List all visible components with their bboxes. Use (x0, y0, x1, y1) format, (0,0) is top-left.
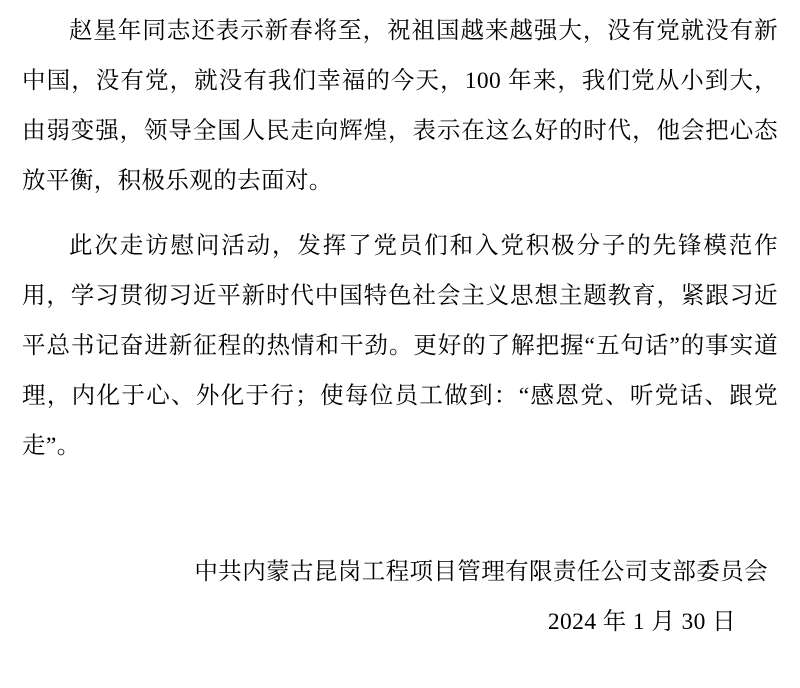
signature-block (22, 547, 778, 647)
signature-organization: 中共内蒙古昆岗工程项目管理有限责任公司支部委员会 (194, 559, 768, 585)
paragraph-1: 赵星年同志还表示新春将至，祝祖国越来越强大，没有党就没有新中国，没有党，就没有我们幸福的今天，100 年来，我们党从小到大，由弱变强，领导全国人民走向辉煌，表示在这么好的时代，他会把心态放平衡，积极乐观的去面对。 (22, 18, 778, 194)
paragraph-2: 此次走访慰问活动，发挥了党员们和入党积极分子的先锋模范作用，学习贯彻习近平新时代中国特色社会主义思想主题教育，紧跟习近平总书记奋进新征程的热情和干劲。更好的了解把握“五句话”的事实道理，内化于心、外化于行；使每位员工做到：“感恩党、听党话、跟党走”。 (22, 233, 778, 459)
signature-date: 2024 年 1 月 30 日 (547, 609, 736, 635)
